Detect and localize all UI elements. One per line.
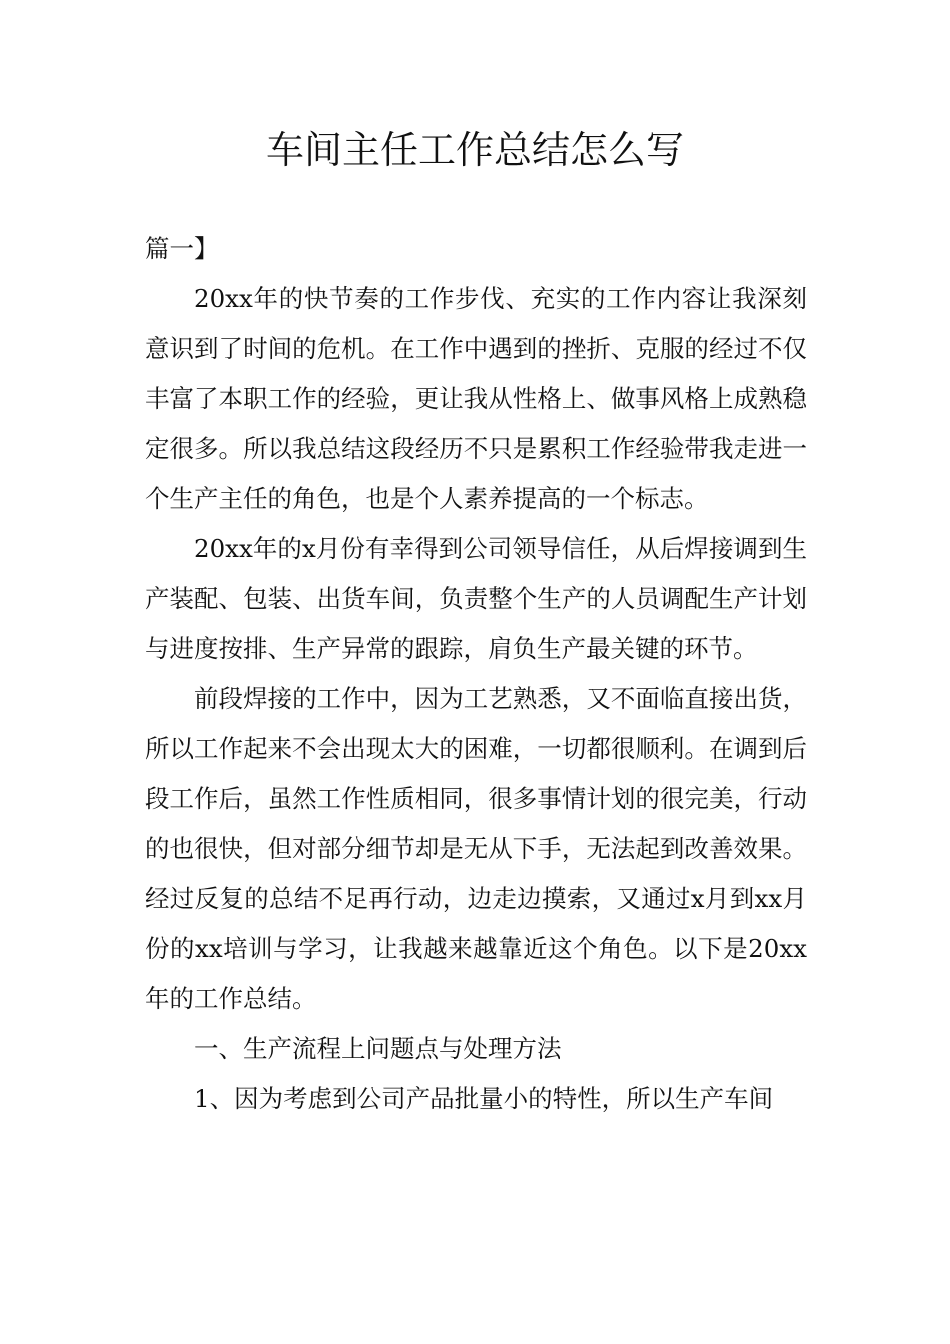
paragraph-3: 前段焊接的工作中，因为工艺熟悉，又不面临直接出货，所以工作起来不会出现太大的困难，一切都很顺利。在调到后段工作后，虽然工作性质相同，很多事情计划的很完美，行动的也很快，但对部分细节却是无从下手，无法起到改善效果。经过反复的总结不足再行动，边走边摸索，又通过x月到xx月份的xx培训与学习，让我越来越靠近这个角色。以下是20xx年的工作总结。	[145, 684, 807, 1013]
section-heading-1: 一、生产流程上问题点与处理方法	[194, 1034, 562, 1063]
document-body	[145, 224, 807, 1124]
section-label: 篇一】	[145, 234, 219, 263]
paragraph-4: 1、因为考虑到公司产品批量小的特性，所以生产车间	[194, 1084, 774, 1113]
document-title: 车间主任工作总结怎么写	[265, 128, 684, 172]
paragraph-2: 20xx年的x月份有幸得到公司领导信任，从后焊接调到生产装配、包装、出货车间，负责整个生产的人员调配生产计划与进度按排、生产异常的跟踪，肩负生产最关键的环节。	[145, 534, 807, 663]
paragraph-1: 20xx年的快节奏的工作步伐、充实的工作内容让我深刻意识到了时间的危机。在工作中遇到的挫折、克服的经过不仅丰富了本职工作的经验，更让我从性格上、做事风格上成熟稳定很多。所以我总结这段经历不只是累积工作经验带我走进一个生产主任的角色，也是个人素养提高的一个标志。	[145, 284, 807, 513]
